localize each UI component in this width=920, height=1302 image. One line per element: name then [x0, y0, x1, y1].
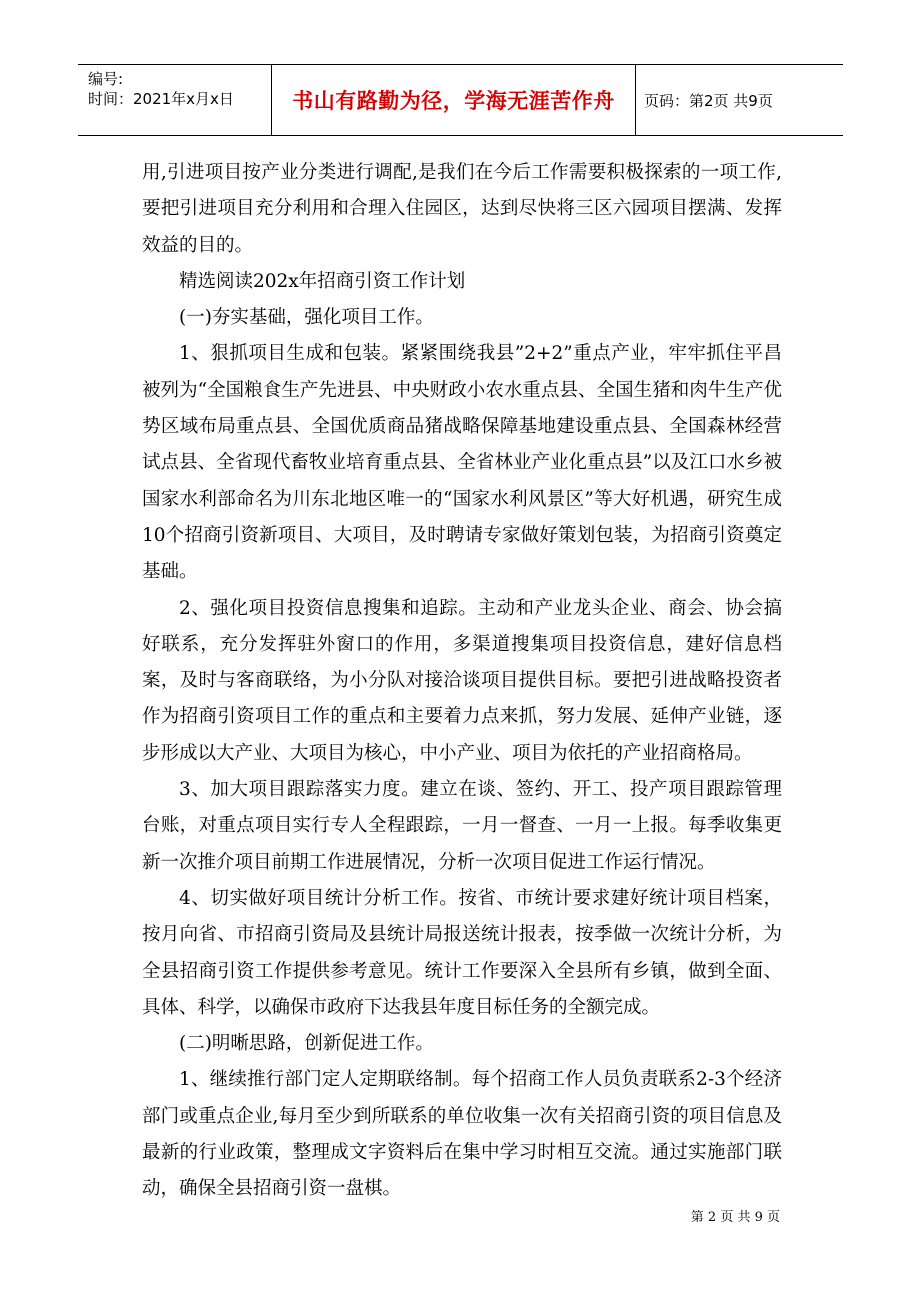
paragraph: 3、加大项目跟踪落实力度。建立在谈、签约、开工、投产项目跟踪管理台账，对重点项目实行专人全程跟踪，一月一督查、一月一上报。每季收集更新一次推介项目前期工作进展情况，分析一次项目促进工作运行情况。	[142, 779, 782, 873]
subheading-1: (一)夯实基础，强化项目工作。	[179, 307, 434, 329]
header-motto-cell	[272, 65, 636, 135]
header-meta	[78, 65, 272, 135]
paragraph: 2、强化项目投资信息搜集和追踪。主动和产业龙头企业、商会、协会搞好联系，充分发挥驻外窗口的作用，多渠道搜集项目投资信息，建好信息档案，及时与客商联络，为小分队对接洽谈项目提供目标。要把引进战略投资者作为招商引资项目工作的重点和主要着力点来抓，努力发展、延伸产业链，逐步形成以大产业、大项目为核心，中小产业、项目为依托的产业招商格局。	[142, 597, 782, 764]
document-number-label: 编号:	[88, 70, 124, 88]
header-page-info: 页码：第2页 共9页	[644, 91, 773, 110]
paragraph: 1、继续推行部门定人定期联络制。每个招商工作人员负责联系2-3个经济部门或重点企业,每月至少到所联系的单位收集一次有关招商引资的项目信息及最新的行业政策，整理成文字资料后在集中学习时相互交流。通过实施部门联动，确保全县招商引资一盘棋。	[142, 1069, 782, 1200]
subheading-2: (二)明晰思路，创新促进工作。	[179, 1033, 434, 1055]
paragraph-continuation: 用,引进项目按产业分类进行调配,是我们在今后工作需要积极探索的一项工作,要把引进项目充分利用和合理入住园区，达到尽快将三区六园项目摆满、发挥效益的目的。	[142, 162, 782, 256]
header-motto: 书山有路勤为径，学海无涯苦作舟	[292, 89, 615, 113]
page-footer: 第 2 页 共 9 页	[690, 1210, 780, 1225]
page-header	[78, 64, 843, 136]
document-body	[142, 155, 782, 1208]
paragraph: 1、狠抓项目生成和包装。紧紧围绕我县”2+2”重点产业，牢牢抓住平昌被列为“全国粮食生产先进县、中央财政小农水重点县、全国生猪和肉牛生产优势区域布局重点县、全国优质商品猪战略保障基地建设重点县、全国森林经营试点县、全省现代畜牧业培育重点县、全省林业产业化重点县”以及江口水乡被国家水利部命名为川东北地区唯一的“国家水利风景区”等大好机遇，研究生成10个招商引资新项目、大项目，及时聘请专家做好策划包装，为招商引资奠定基础。	[142, 343, 782, 583]
paragraph: 4、切实做好项目统计分析工作。按省、市统计要求建好统计项目档案，按月向省、市招商引资局及县统计局报送统计报表，按季做一次统计分析，为全县招商引资工作提供参考意见。统计工作要深入全县所有乡镇，做到全面、具体、科学，以确保市政府下达我县年度目标任务的全额完成。	[142, 887, 782, 1018]
document-time-label: 时间：2021年x月x日	[88, 90, 234, 108]
section-title: 精选阅读202x年招商引资工作计划	[179, 270, 466, 292]
